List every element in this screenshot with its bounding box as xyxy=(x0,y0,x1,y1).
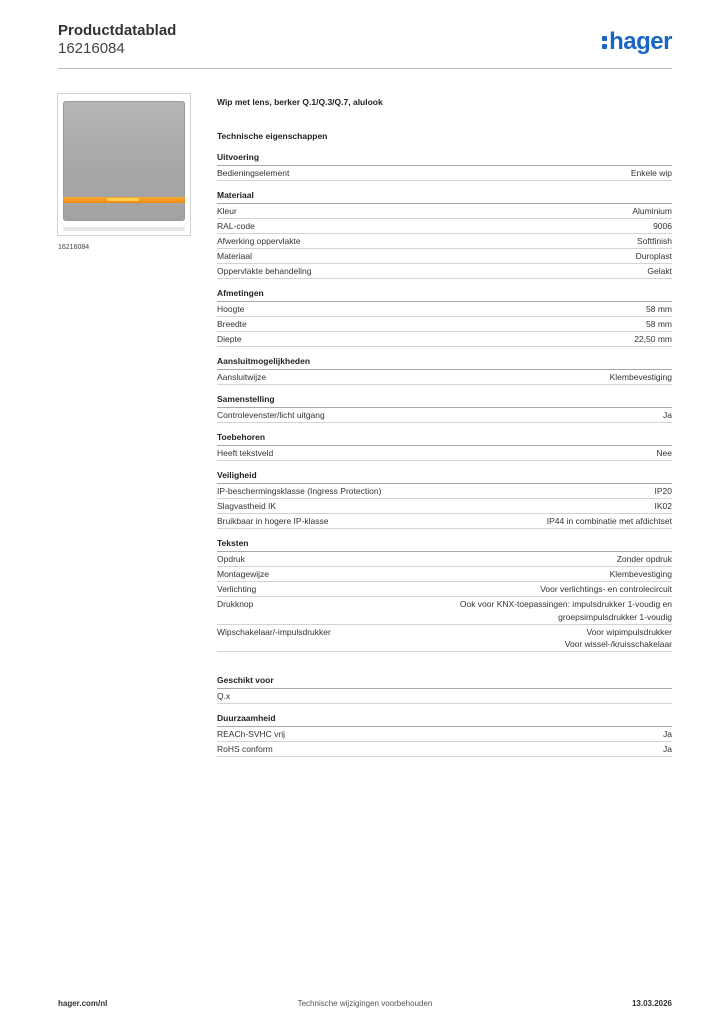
property-value: Voor wipimpulsdrukker Voor wissel-/kruisschakelaar xyxy=(564,626,672,649)
property-label: Materiaal xyxy=(217,251,252,261)
property-label: Aansluitwijze xyxy=(217,372,267,382)
lens-highlight xyxy=(107,198,139,201)
property-sections xyxy=(217,151,672,757)
property-value: IP20 xyxy=(654,486,672,496)
property-row xyxy=(217,499,672,514)
property-row xyxy=(217,249,672,264)
property-label: RAL-code xyxy=(217,221,255,231)
section-toebehoren xyxy=(217,431,672,461)
property-label: Verlichting xyxy=(217,584,257,594)
property-label: Drukknop xyxy=(217,599,254,609)
section-veiligheid xyxy=(217,469,672,529)
property-row xyxy=(217,742,672,757)
section-title: Materiaal xyxy=(217,189,672,204)
property-value: 22,50 mm xyxy=(634,334,672,344)
orange-lens-strip xyxy=(63,197,185,203)
section-title: Duurzaamheid xyxy=(217,712,672,727)
section-title: Afmetingen xyxy=(217,287,672,302)
property-value: 58 mm xyxy=(646,319,672,329)
section-title: Teksten xyxy=(217,537,672,552)
page-header xyxy=(58,22,672,68)
property-label: Kleur xyxy=(217,206,237,216)
property-label: Hoogte xyxy=(217,304,245,314)
logo-colon-icon xyxy=(602,34,607,50)
property-row xyxy=(217,234,672,249)
product-title: Wip met lens, berker Q.1/Q.3/Q.7, alulook xyxy=(217,97,383,107)
property-label: REACh-SVHC vrij xyxy=(217,729,286,739)
property-row xyxy=(217,264,672,279)
property-row xyxy=(217,689,672,704)
property-value: IP44 in combinatie met afdichtset xyxy=(546,516,672,526)
property-row xyxy=(217,408,672,423)
property-label: Oppervlakte behandeling xyxy=(217,266,312,276)
property-row xyxy=(217,552,672,567)
footer-website: hager.com/nl xyxy=(58,999,108,1008)
property-row xyxy=(217,204,672,219)
section-materiaal xyxy=(217,189,672,279)
section-duurzaamheid xyxy=(217,712,672,757)
property-row xyxy=(217,166,672,181)
property-value: Voor verlichtings- en controlecircuit xyxy=(540,584,672,594)
section-title: Uitvoering xyxy=(217,151,672,166)
property-value: Ja xyxy=(663,410,672,420)
plate-shadow xyxy=(63,227,185,231)
property-value: Ja xyxy=(663,744,672,754)
property-value: Aluminium xyxy=(632,206,672,216)
section-uitvoering xyxy=(217,151,672,181)
property-label: IP-beschermingsklasse (Ingress Protection) xyxy=(217,486,382,496)
footer-disclaimer: Technische wijzigingen voorbehouden xyxy=(297,999,433,1008)
footer-date: 13.03.2026 xyxy=(631,999,672,1008)
property-value: Nee xyxy=(656,448,672,458)
property-label: Diepte xyxy=(217,334,242,344)
property-value: Gelakt xyxy=(647,266,672,276)
section-samenstelling xyxy=(217,393,672,423)
property-row xyxy=(217,567,672,582)
property-row xyxy=(217,582,672,597)
section-title: Toebehoren xyxy=(217,431,672,446)
product-details xyxy=(217,95,672,757)
property-value: Klembevestiging xyxy=(609,569,672,579)
property-row xyxy=(217,370,672,385)
switch-rocker-image xyxy=(63,101,185,221)
property-label: Bedieningselement xyxy=(217,168,290,178)
property-label: Bruikbaar in hogere IP-klasse xyxy=(217,516,329,526)
logo-text: hager xyxy=(609,28,672,55)
section-teksten xyxy=(217,537,672,652)
property-value: Softfinish xyxy=(637,236,672,246)
property-row xyxy=(217,219,672,234)
section-afmetingen xyxy=(217,287,672,347)
product-image xyxy=(57,93,191,236)
property-row xyxy=(217,514,672,529)
property-label: Montagewijze xyxy=(217,569,269,579)
property-row xyxy=(217,597,672,625)
property-row xyxy=(217,446,672,461)
property-value: Enkele wip xyxy=(630,168,672,178)
property-value: 9006 xyxy=(653,221,672,231)
section-title: Samenstelling xyxy=(217,393,672,408)
property-label: RoHS conform xyxy=(217,744,273,754)
property-row xyxy=(217,727,672,742)
property-row xyxy=(217,302,672,317)
property-row xyxy=(217,484,672,499)
property-label: Wipschakelaar/-impulsdrukker xyxy=(217,626,331,637)
property-row xyxy=(217,317,672,332)
document-number: 16216084 xyxy=(58,40,125,57)
hager-logo xyxy=(602,28,672,56)
image-caption: 16216084 xyxy=(58,244,90,251)
property-label: Controlevenster/licht uitgang xyxy=(217,410,325,420)
section-aansluitmogelijkheden xyxy=(217,355,672,385)
header-divider xyxy=(58,68,672,69)
property-row xyxy=(217,332,672,347)
section-geschikt-voor xyxy=(217,674,672,704)
property-value: Zonder opdruk xyxy=(616,554,672,564)
properties-heading: Technische eigenschappen xyxy=(217,131,328,141)
property-label: Heeft tekstveld xyxy=(217,448,274,458)
section-title: Geschikt voor xyxy=(217,674,672,689)
property-label: Q.x xyxy=(217,691,231,701)
property-label: Opdruk xyxy=(217,554,245,564)
property-value: Klembevestiging xyxy=(609,372,672,382)
document-title: Productdatablad xyxy=(58,22,177,39)
section-title: Veiligheid xyxy=(217,469,672,484)
property-label: Slagvastheid IK xyxy=(217,501,277,511)
section-title: Aansluitmogelijkheden xyxy=(217,355,672,370)
property-value: Ja xyxy=(663,729,672,739)
property-value: 58 mm xyxy=(646,304,672,314)
property-value: IK02 xyxy=(654,501,672,511)
property-value: Duroplast xyxy=(635,251,672,261)
property-label: Afwerking oppervlakte xyxy=(217,236,301,246)
property-label: Breedte xyxy=(217,319,247,329)
property-value: Ook voor KNX-toepassingen: impulsdrukker 1-voudig en groepsimpulsdrukker 1-voudig xyxy=(459,599,672,622)
page-footer xyxy=(58,999,672,1011)
property-row xyxy=(217,625,672,653)
